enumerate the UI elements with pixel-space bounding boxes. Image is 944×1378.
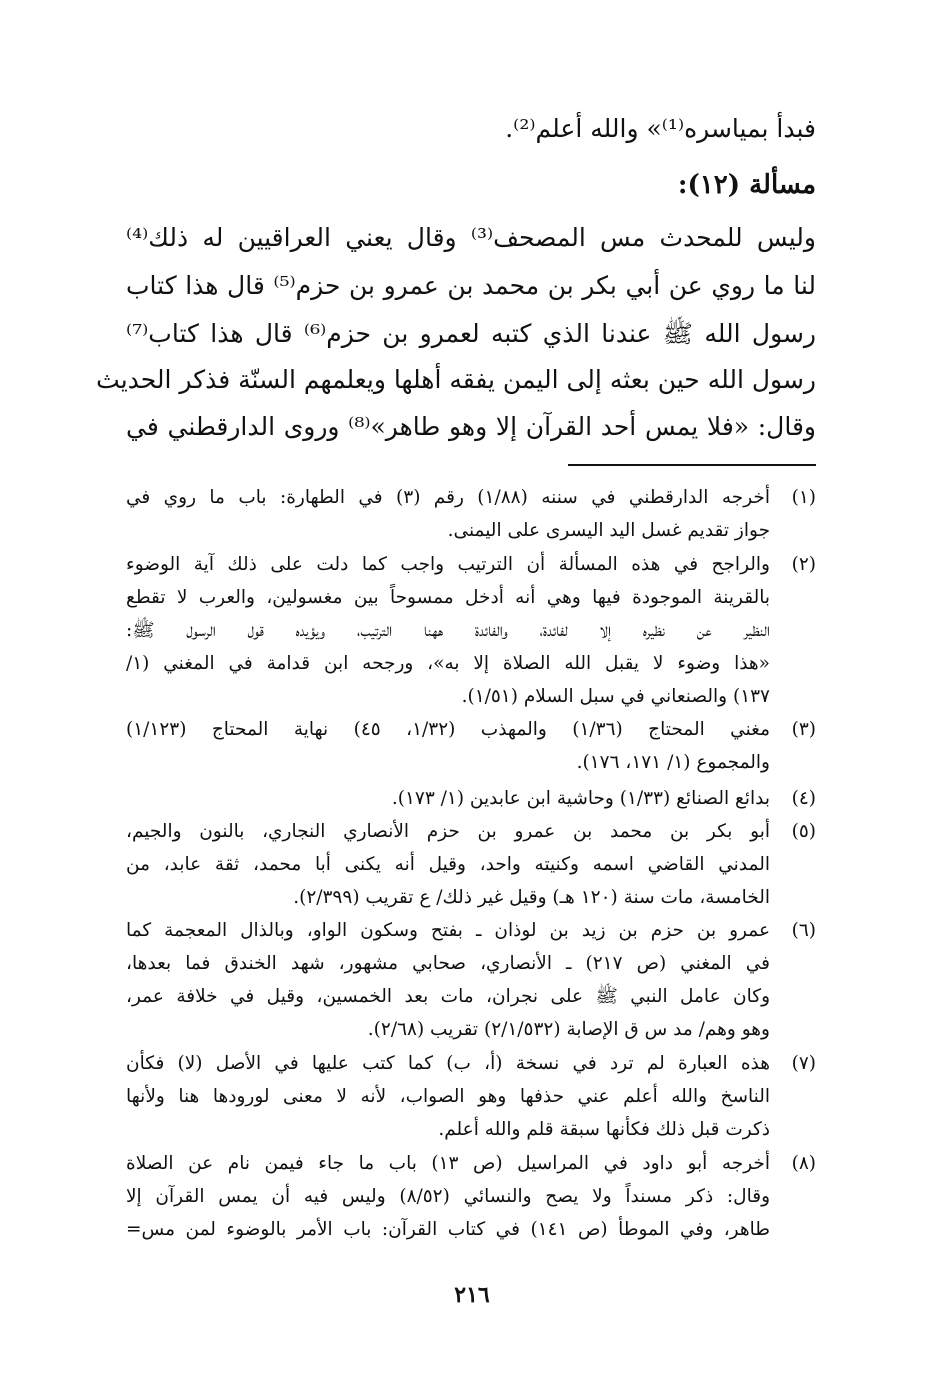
footnote-1 [126, 481, 816, 547]
footnote-number: (٤) [791, 788, 816, 809]
footnote-separator [568, 464, 816, 466]
footnote-line: والراجح في هذه المسألة أن الترتيب واجب كما دلت على ذلك آية الوضوء [126, 554, 770, 575]
footnote-line: الناسخ والله أعلم عني حذفها وهو الصواب، لأنه لا معنى لورودها هنا ولأنها [126, 1086, 770, 1107]
footnote-6 [126, 914, 816, 1046]
footnote-line: جواز تقديم غسل اليد اليسرى على اليمنى. [447, 520, 770, 541]
footnote-line: مغني المحتاج (١/٣٦) والمهذب (١/٣٢، ٤٥) نهاية المحتاج (١/١٢٣) [126, 719, 770, 740]
main-text-line: رسول الله حين بعثه إلى اليمن يفقه أهلها ويعلمهم السنّة فذكر الحديث [96, 365, 816, 394]
footnote-line: طاهر، وفي الموطأ (ص ١٤١) في كتاب القرآن: باب الأمر بالوضوء لمن مس= [126, 1219, 770, 1240]
footnote-line: بدائع الصنائع (١/٣٣) وحاشية ابن عابدين (١/ ١٧٣). [391, 788, 770, 809]
main-text-line: وقال: «فلا يمس أحد القرآن إلا وهو طاهر»⁽⁸⁾ وروى الدارقطني في [126, 412, 816, 441]
footnote-line: أخرجه أبو داود في المراسيل (ص ١٣) باب ما جاء فيمن نام عن الصلاة [126, 1153, 770, 1174]
main-text-line: فبدأ بمياسره⁽¹⁾» والله أعلم⁽²⁾. [505, 114, 816, 143]
footnote-5 [126, 815, 816, 914]
footnote-number: (٣) [791, 719, 816, 740]
footnote-line: بالقرينة الموجودة فيها وهي أنه أدخل ممسوحاً بين مغسولين، والعرب لا تقطع [126, 587, 770, 608]
footnote-line: أخرجه الدارقطني في سننه (١/٨٨) رقم (٣) في الطهارة: باب ما روي في [126, 487, 770, 508]
section-heading: مسألة (١٢): [677, 170, 816, 200]
footnote-line: هذه العبارة لم ترد في نسخة (أ، ب) كما كتب عليها في الأصل (لا) فكأن [126, 1053, 770, 1074]
footnote-line: وهو وهم/ مد س ق الإصابة (٢/١/٥٣٢) تقريب (٢/٦٨). [367, 1019, 770, 1040]
main-text-line: رسول الله ﷺ عندنا الذي كتبه لعمرو بن حزم⁽⁶⁾ قال هذا كتاب⁽⁷⁾ [126, 319, 817, 348]
footnote-line: النظير عن نظيره إلا لفائدة، والفائدة ههنا الترتيب، ويؤيده قول الرسول ﷺ: [126, 620, 770, 641]
footnote-number: (١) [791, 487, 816, 508]
footnote-4 [126, 782, 816, 815]
footnote-2 [126, 548, 816, 713]
footnote-3 [126, 713, 816, 779]
footnote-8 [126, 1147, 816, 1246]
footnote-line: عمرو بن حزم بن زيد بن لوذان ـ بفتح وسكون الواو، وبالذال المعجمة كما [126, 920, 770, 941]
main-text-line: وليس للمحدث مس المصحف⁽³⁾ وقال يعني العراقيين له ذلك⁽⁴⁾ [126, 223, 816, 252]
footnote-line: الخامسة، مات سنة (١٢٠ هـ) وقيل غير ذلك/ ع تقريب (٢/٣٩٩). [293, 887, 770, 908]
footnote-line: ١٣٧) والصنعاني في سبل السلام (١/٥١). [461, 686, 770, 707]
footnote-number: (٨) [791, 1153, 816, 1174]
footnote-line: ذكرت قبل ذلك فكأنها سبقة قلم والله أعلم. [438, 1119, 770, 1140]
footnote-number: (٧) [791, 1053, 816, 1074]
footnote-line: «هذا وضوء لا يقبل الله الصلاة إلا به»، ورجحه ابن قدامة في المغني (١/ [126, 653, 770, 674]
footnote-line: وقال: ذكر مسنداً ولا يصح والنسائي (٨/٥٢) وليس فيه أن يمس القرآن إلا [126, 1186, 771, 1207]
footnote-line: وكان عامل النبي ﷺ على نجران، مات بعد الخمسين، وقيل في خلافة عمر، [126, 986, 770, 1007]
footnote-line: في المغني (ص ٢١٧) ـ الأنصاري، صحابي مشهور، شهد الخندق فما بعدها، [126, 953, 770, 974]
footnote-number: (٦) [791, 920, 816, 941]
page-number: ٢١٦ [454, 1282, 490, 1308]
footnote-7 [126, 1047, 816, 1146]
footnote-line: والمجموع (١/ ١٧١، ١٧٦). [576, 752, 770, 773]
footnote-line: أبو بكر بن محمد بن عمرو بن حزم الأنصاري النجاري، بالنون والجيم، [126, 821, 771, 842]
main-text-line: لنا ما روي عن أبي بكر بن محمد بن عمرو بن حزم⁽⁵⁾ قال هذا كتاب [126, 271, 817, 300]
footnote-number: (٥) [791, 821, 816, 842]
footnote-line: المدني القاضي اسمه وكنيته واحد، وقيل أنه يكنى أبا محمد، ثقة عابد، من [126, 854, 770, 875]
footnote-number: (٢) [791, 554, 816, 575]
